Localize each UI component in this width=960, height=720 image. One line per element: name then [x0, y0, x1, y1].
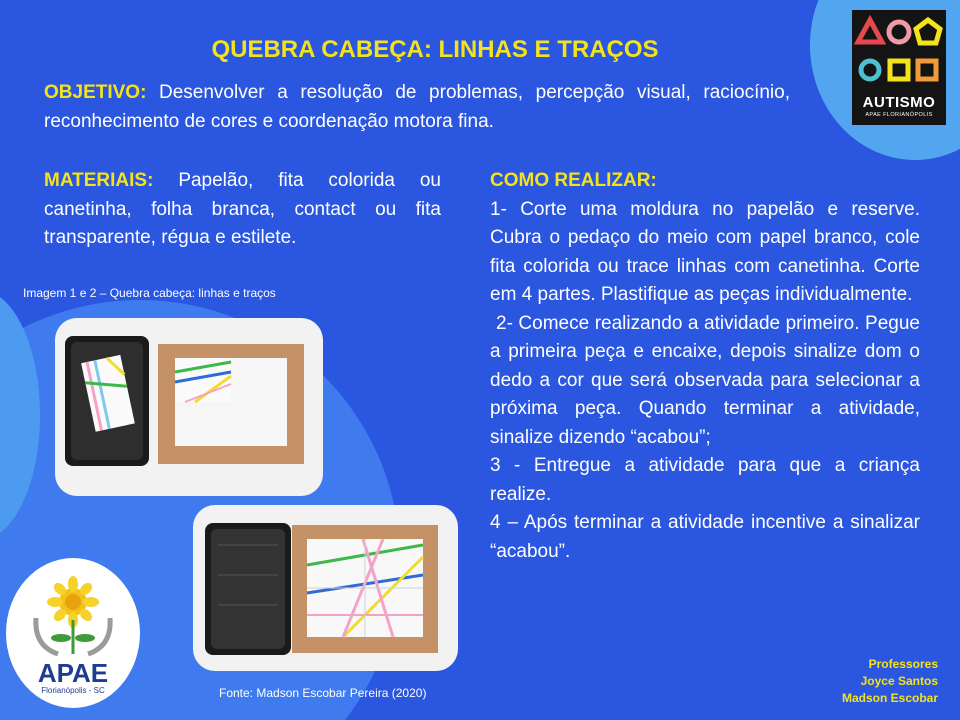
slide-title: QUEBRA CABEÇA: LINHAS E TRAÇOS — [211, 36, 659, 63]
como-realizar-label: COMO REALIZAR: — [490, 170, 657, 191]
step-item: 4 – Após terminar a atividade incentive a sinalizar “acabou”. — [490, 512, 920, 562]
autismo-logo-text: AUTISMO — [862, 94, 936, 111]
professor-name: Madson Escobar — [841, 691, 938, 705]
professores-block — [800, 656, 938, 707]
puzzle-photo-2-drawing — [193, 505, 458, 671]
apae-logo — [6, 558, 140, 708]
step-item: 3 - Entregue a atividade para que a criança realize. — [490, 455, 920, 505]
autismo-logo-subtext: APAE FLORIANÓPOLIS — [865, 112, 933, 118]
materiais-text: Papelão, fita colorida ou canetinha, folha branca, contact ou fita transparente, régua e estilete. — [44, 170, 441, 248]
autismo-shapes-icon — [852, 10, 946, 90]
materiais-paragraph — [44, 167, 441, 253]
professores-label: Professores — [868, 657, 938, 671]
puzzle-photo-2 — [193, 505, 458, 671]
objetivo-label: OBJETIVO: — [44, 82, 147, 103]
apae-flower-icon — [6, 558, 140, 658]
objetivo-paragraph — [44, 79, 790, 136]
objetivo-text: Desenvolver a resolução de problemas, percepção visual, raciocínio, reconhecimento de cores e coordenação motora fina. — [44, 82, 790, 132]
step-item: 1- Corte uma moldura no papelão e reserve. Cubra o pedaço do meio com papel branco, cole fita colorida ou trace linhas com canetinha. Corte em 4 partes. Plastifique as peças individualmente. — [490, 198, 920, 305]
apae-logo-text: APAE — [37, 658, 109, 688]
autismo-logo — [852, 10, 946, 125]
puzzle-photo-1-drawing — [55, 318, 323, 496]
materiais-label: MATERIAIS: — [44, 170, 154, 191]
image-caption: Imagem 1 e 2 – Quebra cabeça: linhas e traços — [23, 286, 276, 300]
como-realizar-section — [490, 167, 920, 566]
source-caption: Fonte: Madson Escobar Pereira (2020) — [219, 686, 427, 700]
apae-logo-subtext: Florianópolis - SC — [41, 686, 105, 695]
puzzle-photo-1 — [55, 318, 323, 496]
step-item: 2- Comece realizando a atividade primeiro. Pegue a primeira peça e encaixe, depois sinalize dom o dedo a cor que será observada para selecionar a próxima peça. Quando terminar a atividade, sinalize dizendo “acabou”; — [490, 312, 920, 448]
professor-name: Joyce Santos — [860, 674, 938, 688]
